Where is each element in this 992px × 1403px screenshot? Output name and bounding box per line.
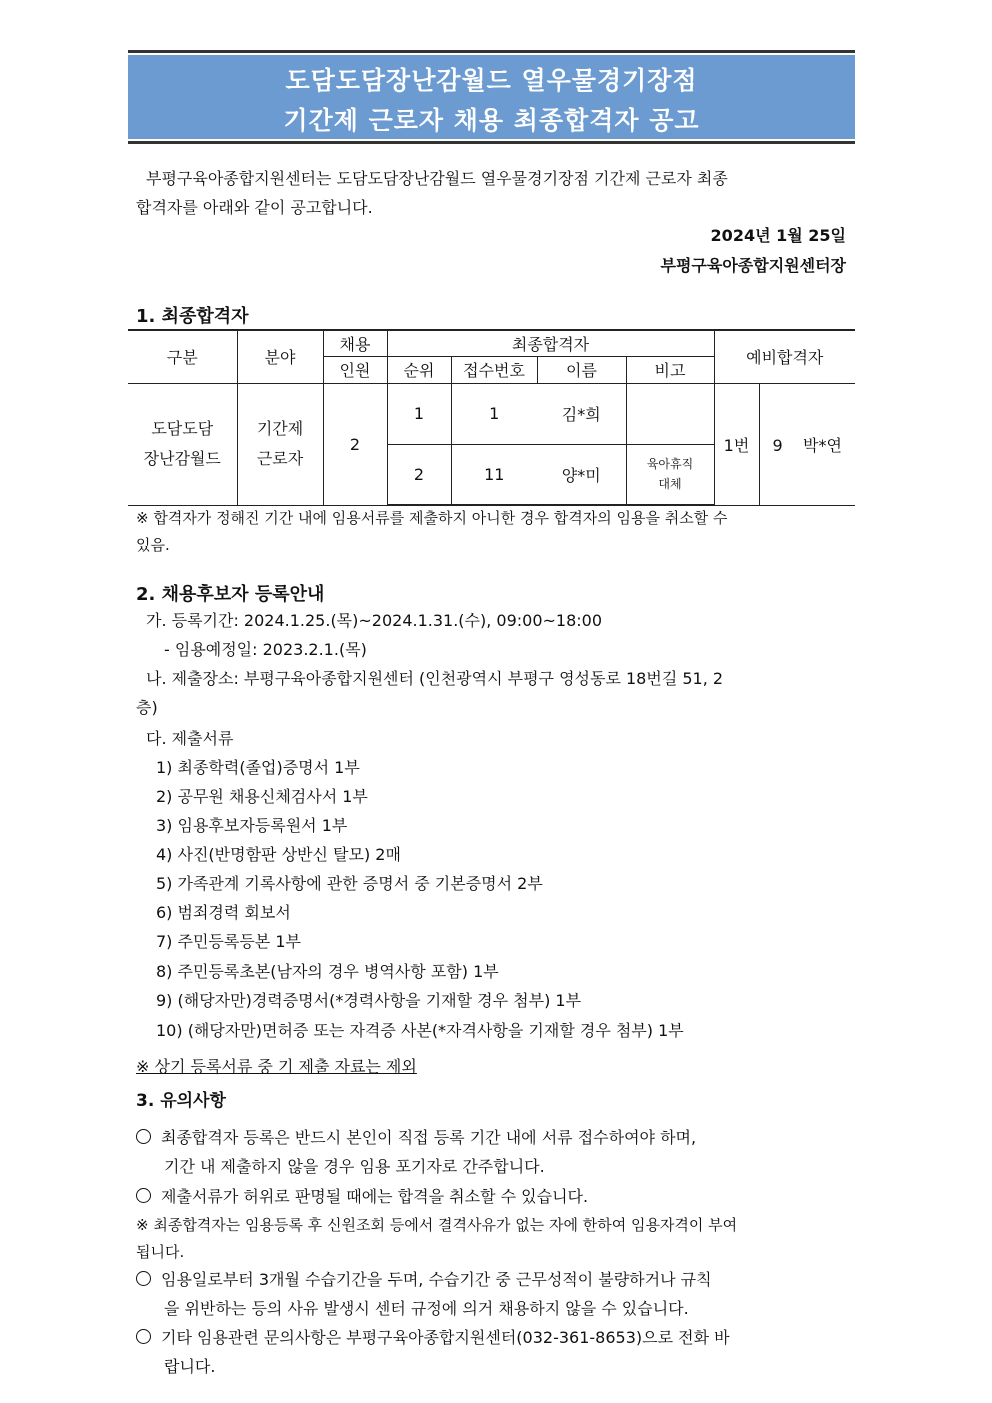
cell-rank: 1 xyxy=(387,383,451,444)
cell-category xyxy=(128,383,237,505)
announcement-signer: 부평구육아종합지원센터장 xyxy=(660,256,846,275)
title-line-1: 도담도담장난감월드 열우물경기장점 xyxy=(285,66,698,95)
section-2-heading: 2. 채용후보자 등록안내 xyxy=(136,584,325,605)
note-line-1: 육아휴직 xyxy=(646,457,694,472)
circle-bullet-icon xyxy=(136,1271,151,1286)
reserve-name: 박*연 xyxy=(803,435,842,455)
category-line-1: 도담도담 xyxy=(151,419,214,438)
document-item: 5) 가족관계 기록사항에 관한 증명서 중 기본증명서 2부 xyxy=(156,874,543,893)
document-item: 10) (해당자만)면허증 또는 자격증 사본(*자격사항을 기재할 경우 첨부) 1부 xyxy=(156,1021,684,1040)
caution-3-line-2: 을 위반하는 등의 사유 발생시 센터 규정에 의거 채용하지 않을 수 있습니다. xyxy=(164,1299,689,1318)
document-item: 2) 공무원 채용신체검사서 1부 xyxy=(156,787,368,806)
header-note: 비고 xyxy=(626,356,714,383)
circle-bullet-icon xyxy=(136,1129,151,1144)
intro-line-1: 부평구육아종합지원센터는 도담도담장난감월드 열우물경기장점 기간제 근로자 최종 xyxy=(146,169,728,188)
eligibility-note-line-1: ※ 최종합격자는 임용등록 후 신원조회 등에서 결격사유가 없는 자에 한하여 임용자격이 부여 xyxy=(136,1216,738,1234)
notice-line-1: ※ 합격자가 정해진 기간 내에 임용서류를 제출하지 아니한 경우 합격자의 임용을 취소할 수 xyxy=(136,509,728,527)
section-1-heading: 1. 최종합격자 xyxy=(136,306,249,327)
document-item: 1) 최종학력(졸업)증명서 1부 xyxy=(156,758,360,777)
note-line-2: 대체 xyxy=(658,477,682,492)
reserve-receipt: 9 xyxy=(772,435,783,455)
cell-note xyxy=(626,444,714,505)
field-line-1: 기간제 xyxy=(256,419,304,438)
section-3-heading: 3. 유의사항 xyxy=(136,1091,226,1111)
cell-reserve xyxy=(759,383,855,505)
header-reserve: 예비합격자 xyxy=(714,330,855,383)
circle-bullet-icon xyxy=(136,1329,151,1344)
caution-1-line-2: 기간 내 제출하지 않을 경우 임용 포기자로 간주합니다. xyxy=(164,1157,545,1176)
header-name: 이름 xyxy=(537,356,626,383)
registration-period: 가. 등록기간: 2024.1.25.(목)~2024.1.31.(수), 09:00~18:00 xyxy=(146,611,603,630)
title-banner xyxy=(128,50,855,144)
cell-hire-count: 2 xyxy=(323,383,387,505)
caution-2-text: 제출서류가 허위로 판명될 때에는 합격을 취소할 수 있습니다. xyxy=(161,1187,589,1206)
documents-heading: 다. 제출서류 xyxy=(146,729,234,748)
cell-field xyxy=(237,383,323,505)
cell-receipt: 1 xyxy=(451,383,537,444)
submission-place-line-2: 층) xyxy=(136,698,158,717)
caution-4-line-2: 랍니다. xyxy=(164,1357,216,1376)
appointment-date: - 임용예정일: 2023.2.1.(목) xyxy=(164,640,367,659)
intro-line-2: 합격자를 아래와 같이 공고합니다. xyxy=(136,198,373,217)
header-category: 구분 xyxy=(128,330,237,383)
field-line-2: 근로자 xyxy=(256,449,304,468)
circle-bullet-icon xyxy=(136,1188,151,1203)
notice-line-2: 있음. xyxy=(136,536,170,554)
caution-item-2 xyxy=(136,1183,588,1211)
caution-item-1 xyxy=(136,1124,696,1152)
submission-place-line-1: 나. 제출장소: 부평구육아종합지원센터 (인천광역시 부평구 영성동로 18번길 51, 2 xyxy=(146,669,724,688)
cell-rank: 2 xyxy=(387,444,451,505)
header-hire-1: 채용 xyxy=(323,330,387,356)
eligibility-note-line-2: 됩니다. xyxy=(136,1243,185,1261)
cell-note xyxy=(626,383,714,444)
header-rank: 순위 xyxy=(387,356,451,383)
caution-4-line-1: 기타 임용관련 문의사항은 부평구육아종합지원센터(032-361-8653)으로 전화 바 xyxy=(161,1328,730,1347)
caution-item-3 xyxy=(136,1266,712,1294)
cell-name: 김*희 xyxy=(537,383,626,444)
caution-1-line-1: 최종합격자 등록은 반드시 본인이 직접 등록 기간 내에 서류 접수하여야 하며, xyxy=(161,1128,697,1147)
documents-note: ※ 상기 등록서류 중 기 제출 자료는 제외 xyxy=(136,1057,417,1076)
document-item: 7) 주민등록등본 1부 xyxy=(156,932,301,951)
announcement-date: 2024년 1월 25일 xyxy=(710,226,846,245)
title-line-2: 기간제 근로자 채용 최종합격자 공고 xyxy=(283,106,700,135)
document-item: 4) 사진(반명함판 상반신 탈모) 2매 xyxy=(156,845,401,864)
header-field: 분야 xyxy=(237,330,323,383)
caution-3-line-1: 임용일로부터 3개월 수습기간을 두며, 수습기간 중 근무성적이 불량하거나 규칙 xyxy=(161,1270,712,1289)
final-candidates-table xyxy=(128,329,855,506)
category-line-2: 장난감월드 xyxy=(143,449,221,468)
document-item: 3) 임용후보자등록원서 1부 xyxy=(156,816,348,835)
caution-item-4 xyxy=(136,1324,730,1352)
cell-name: 양*미 xyxy=(537,444,626,505)
document-item: 8) 주민등록초본(남자의 경우 병역사항 포함) 1부 xyxy=(156,962,499,981)
document-item: 9) (해당자만)경력증명서(*경력사항을 기재할 경우 첨부) 1부 xyxy=(156,991,582,1010)
document-item: 6) 범죄경력 회보서 xyxy=(156,903,291,922)
cell-reserve-rank: 1번 xyxy=(714,383,759,505)
header-final: 최종합격자 xyxy=(387,330,714,356)
header-receipt: 접수번호 xyxy=(451,356,537,383)
cell-receipt: 11 xyxy=(451,444,537,505)
header-hire-2: 인원 xyxy=(323,356,387,383)
